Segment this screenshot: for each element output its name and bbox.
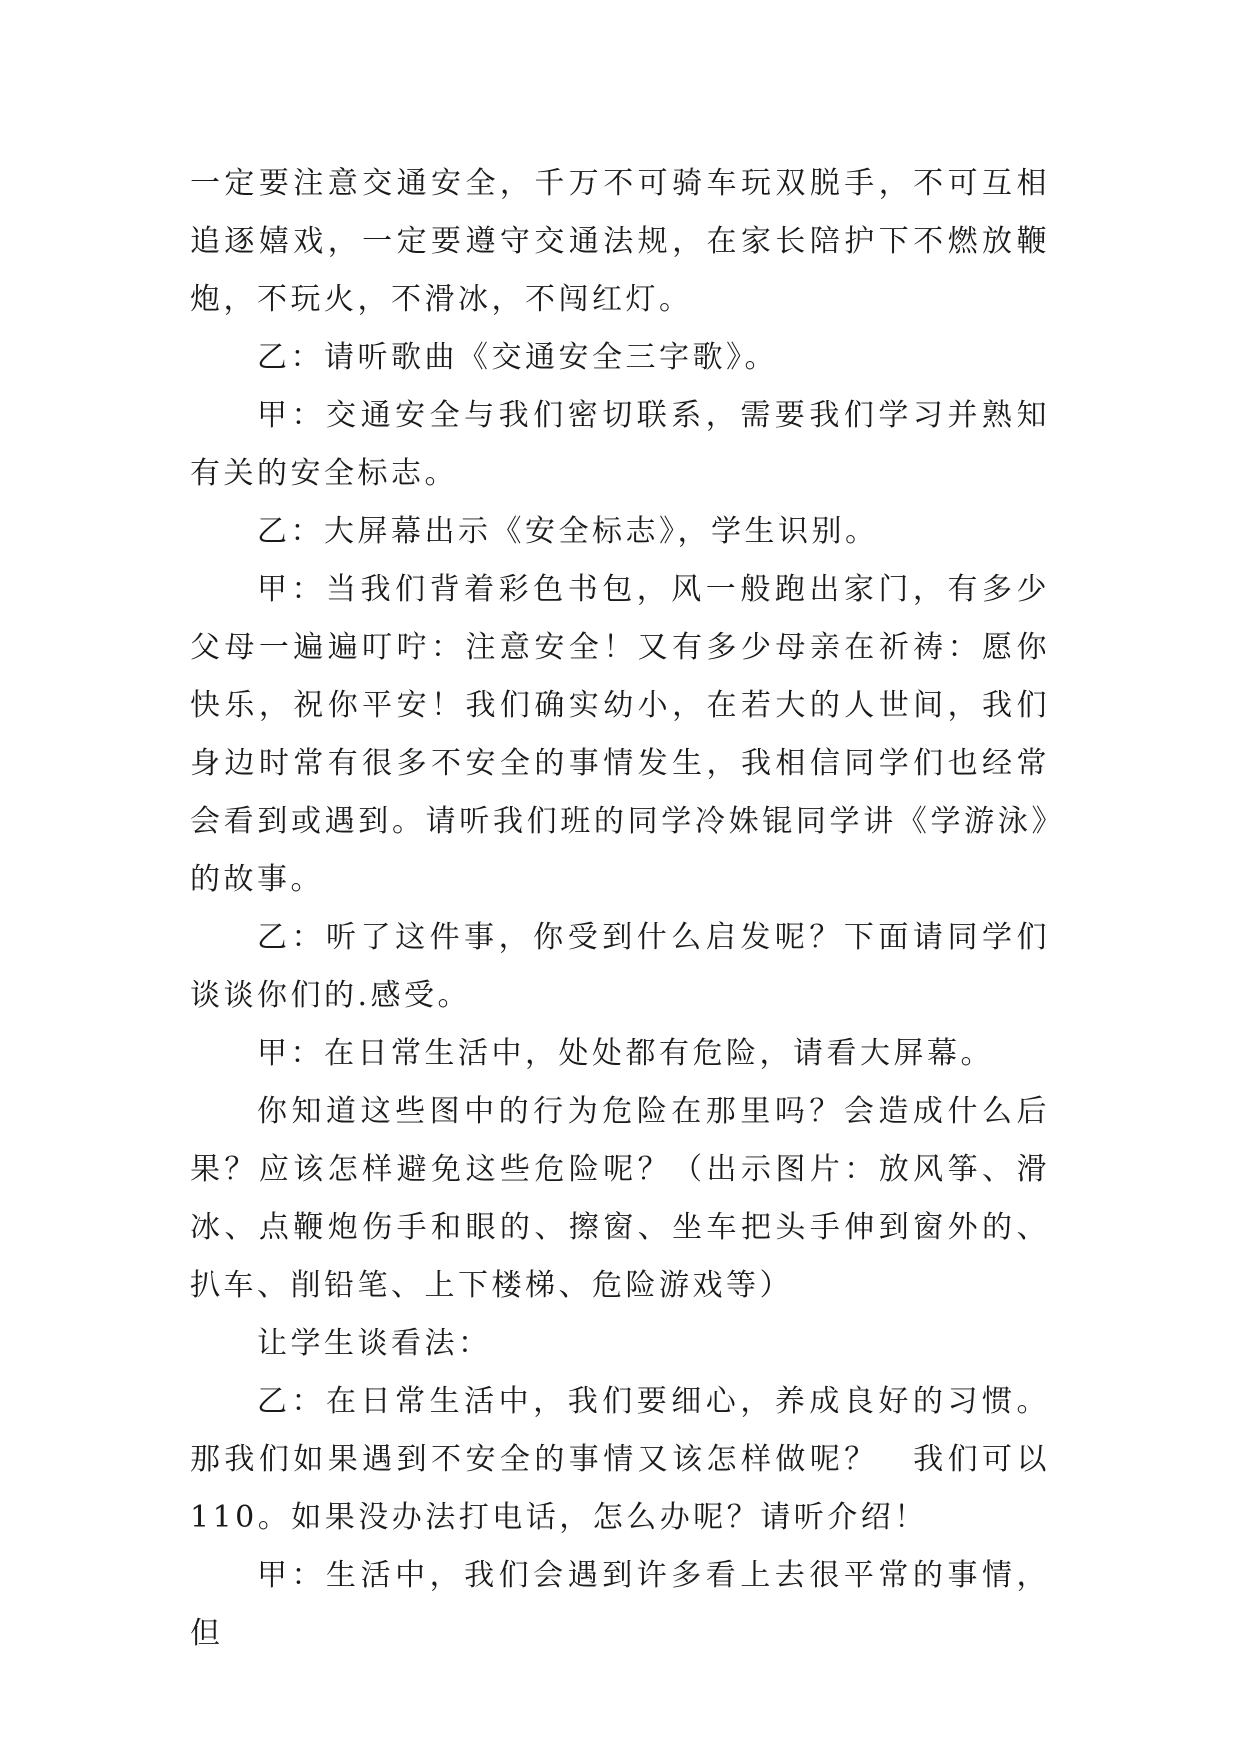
paragraph-9: 让学生谈看法： [257,1326,492,1361]
paragraph-4: 乙：大屏幕出示《安全标志》，学生识别。 [257,514,879,549]
paragraph-7: 甲：在日常生活中，处处都有危险，请看大屏幕。 [257,1036,994,1071]
paragraph-2: 乙：请听歌曲《交通安全三字歌》。 [257,340,778,375]
paragraph-3: 甲：交通安全与我们密切联系，需要我们学习并熟知有关的安全标志。 [190,398,1050,491]
paragraph-11: 甲：生活中，我们会遇到许多看上去很平常的事情，但 [190,1558,1050,1651]
paragraph-5: 甲：当我们背着彩色书包，风一般跑出家门，有多少父母一遍遍叮咛：注意安全！又有多少母亲在祈祷：愿你快乐，祝你平安！我们确实幼小，在若大的人世间，我们身边时常有很多不安全的事情发生，我相信同学们也经常会看到或遇到。请听我们班的同学冷姝锟同学讲《学游泳》的故事。 [190,572,1050,897]
document-body [190,155,1050,1663]
paragraph-8: 你知道这些图中的行为危险在那里吗？会造成什么后果？应该怎样避免这些危险呢？（出示图片：放风筝、滑冰、点鞭炮伤手和眼的、擦窗、坐车把头手伸到窗外的、扒车、削铅笔、上下楼梯、危险游戏等） [190,1094,1050,1303]
paragraph-1: 一定要注意交通安全，千万不可骑车玩双脱手，不可互相追逐嬉戏，一定要遵守交通法规，在家长陪护下不燃放鞭炮，不玩火，不滑冰，不闯红灯。 [190,166,1050,317]
paragraph-10: 乙：在日常生活中，我们要细心，养成良好的习惯。那我们如果遇到不安全的事情又该怎样做呢？ 我们可以110。如果没办法打电话，怎么办呢？请听介绍！ [190,1384,1050,1535]
paragraph-6: 乙：听了这件事，你受到什么启发呢？下面请同学们谈谈你们的.感受。 [190,920,1050,1013]
